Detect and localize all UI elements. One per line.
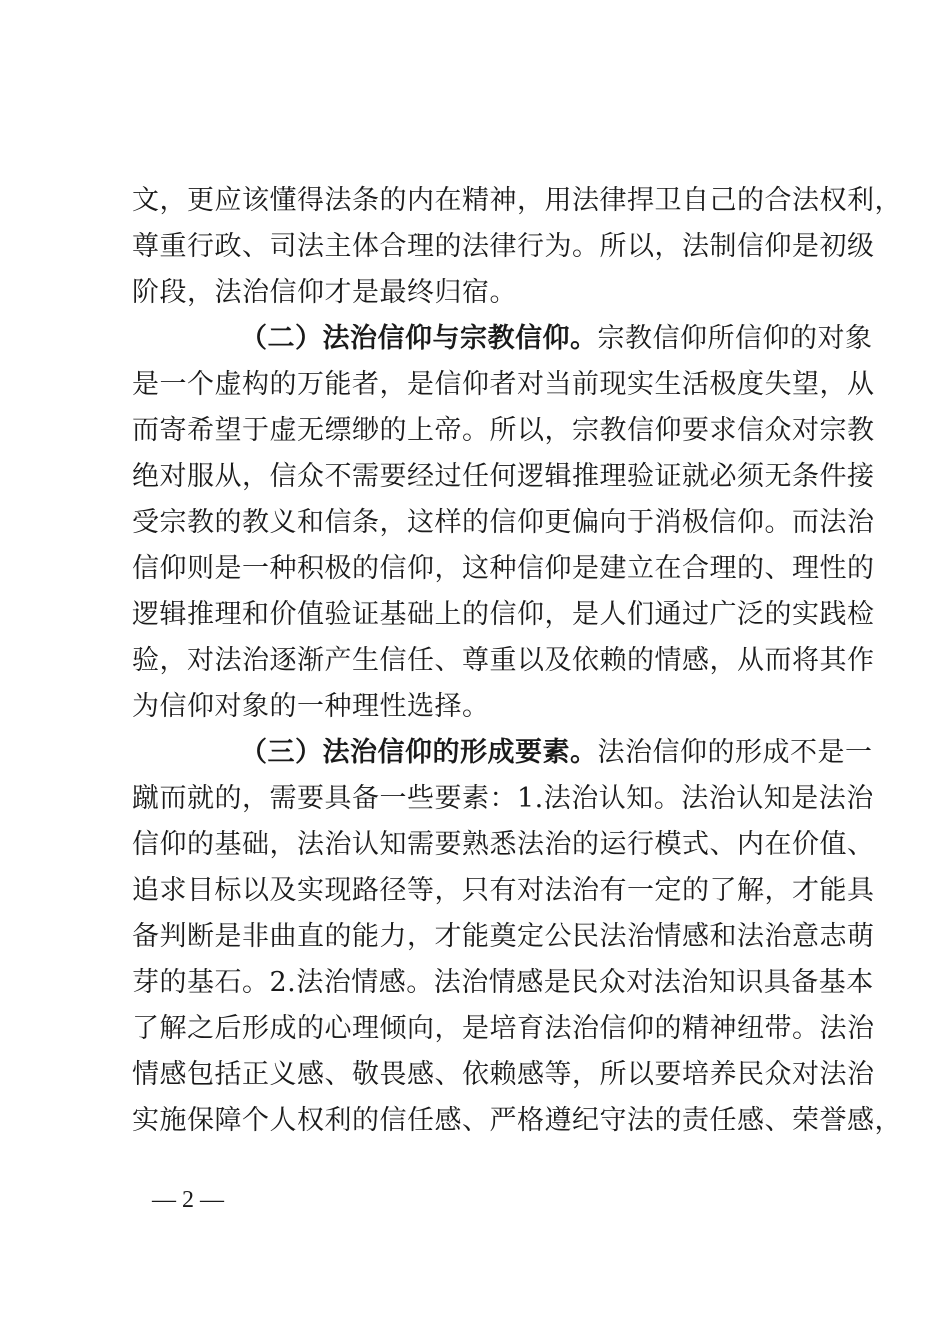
paragraph-3-line-4: 追求目标以及实现路径等，只有对法治有一定的了解，才能具 [132, 875, 875, 906]
section-heading-3: （三）法治信仰的形成要素。 [240, 737, 598, 768]
paragraph-2-line-9: 为信仰对象的一种理性选择。 [132, 691, 490, 722]
paragraph-3-line-9: 实施保障个人权利的信任感、严格遵纪守法的责任感、荣誉感， [132, 1105, 902, 1136]
paragraph-2-first-line [240, 322, 873, 356]
paragraph-2-first-line-text: 宗教信仰所信仰的对象 [597, 323, 873, 354]
paragraph-2-line-7: 逻辑推理和价值验证基础上的信仰，是人们通过广泛的实践检 [132, 599, 875, 630]
paragraph-3-first-line-text: 法治信仰的形成不是一 [597, 737, 873, 768]
paragraph-3-line-2: 蹴而就的，需要具备一些要素：1.法治认知。法治认知是法治 [132, 783, 874, 814]
paragraph-2-line-8: 验，对法治逐渐产生信任、尊重以及依赖的情感，从而将其作 [132, 645, 875, 676]
paragraph-3-first-line [240, 736, 873, 770]
paragraph-2-line-6: 信仰则是一种积极的信仰，这种信仰是建立在合理的、理性的 [132, 553, 875, 584]
paragraph-3-line-7: 了解之后形成的心理倾向，是培育法治信仰的精神纽带。法治 [132, 1013, 875, 1044]
page-number: — 2 — [152, 1187, 224, 1213]
paragraph-1-line-1: 文，更应该懂得法条的内在精神，用法律捍卫自己的合法权利， [132, 185, 902, 216]
paragraph-3-line-5: 备判断是非曲直的能力，才能奠定公民法治情感和法治意志萌 [132, 921, 875, 952]
paragraph-1-line-2: 尊重行政、司法主体合理的法律行为。所以，法制信仰是初级 [132, 231, 875, 262]
paragraph-1-line-3: 阶段，法治信仰才是最终归宿。 [132, 277, 517, 308]
paragraph-2-line-3: 而寄希望于虚无缥缈的上帝。所以，宗教信仰要求信众对宗教 [132, 415, 875, 446]
paragraph-2-line-2: 是一个虚构的万能者，是信仰者对当前现实生活极度失望，从 [132, 369, 875, 400]
paragraph-2-line-5: 受宗教的教义和信条，这样的信仰更偏向于消极信仰。而法治 [132, 507, 875, 538]
section-heading-2: （二）法治信仰与宗教信仰。 [240, 323, 598, 354]
paragraph-3-line-3: 信仰的基础，法治认知需要熟悉法治的运行模式、内在价值、 [132, 829, 875, 860]
paragraph-3-line-6: 芽的基石。2.法治情感。法治情感是民众对法治知识具备基本 [132, 967, 874, 998]
paragraph-2-line-4: 绝对服从，信众不需要经过任何逻辑推理验证就必须无条件接 [132, 461, 875, 492]
paragraph-3-line-8: 情感包括正义感、敬畏感、依赖感等，所以要培养民众对法治 [132, 1059, 875, 1090]
